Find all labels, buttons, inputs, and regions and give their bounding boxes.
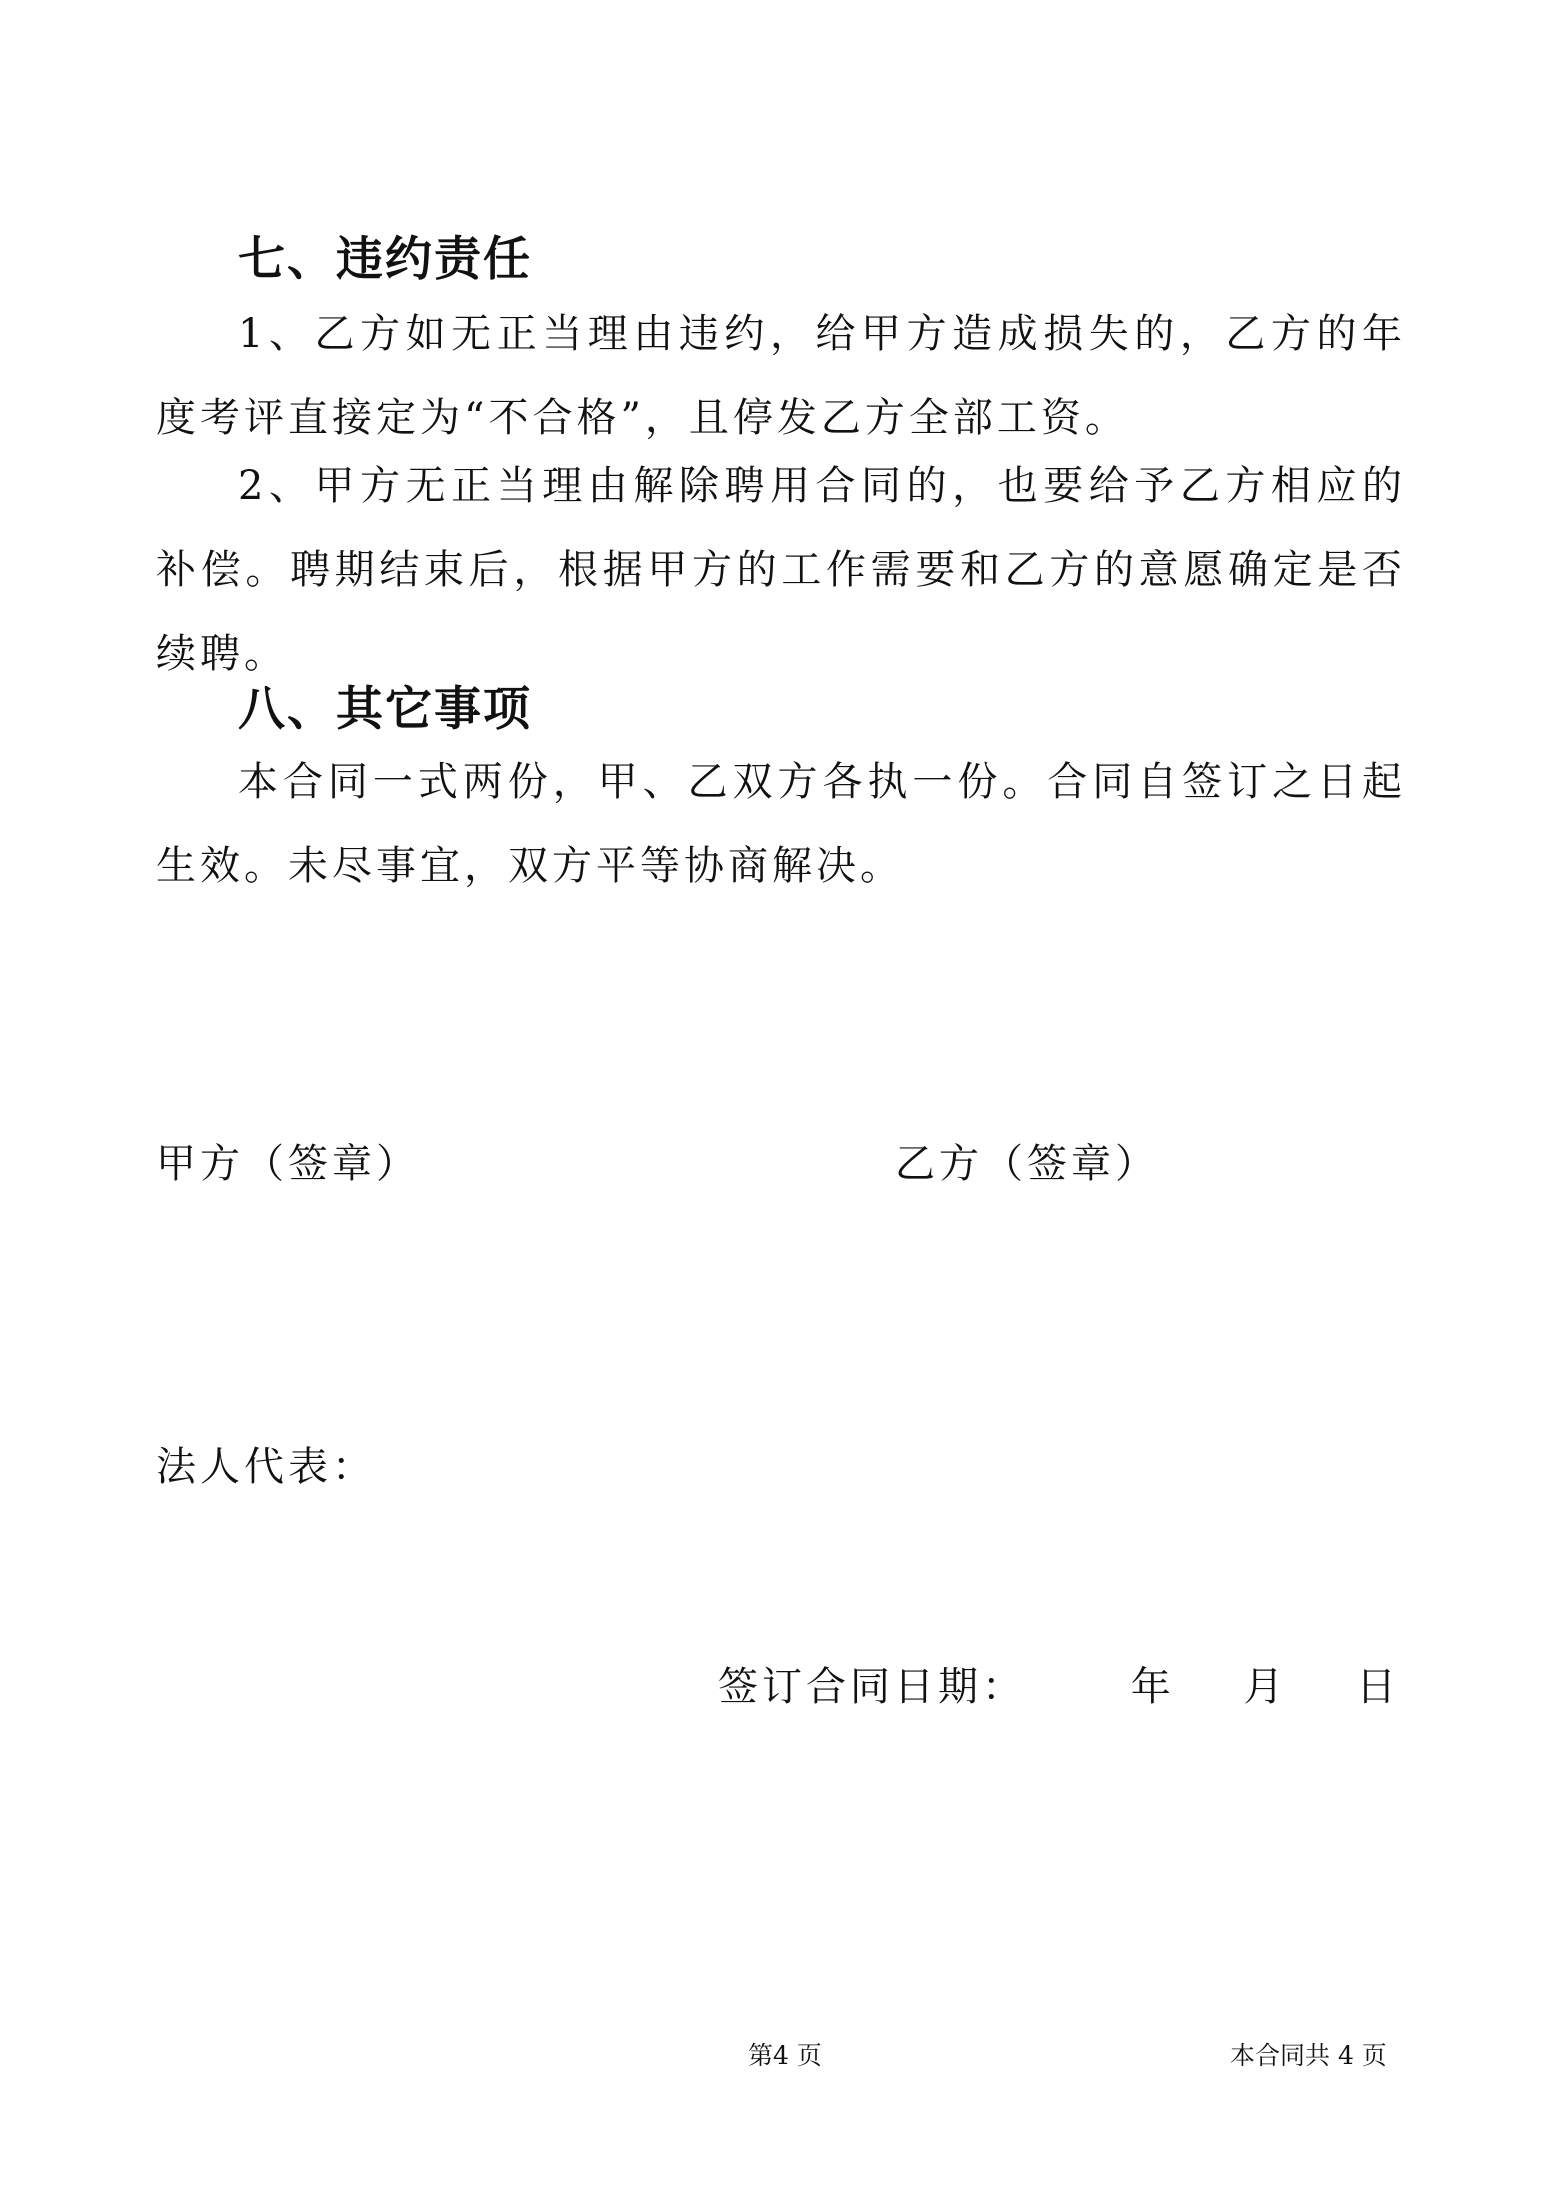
date-day-label: 日 (1356, 1664, 1401, 1710)
date-year-label: 年 (1130, 1664, 1175, 1710)
signing-date-line (718, 1655, 1400, 1712)
party-b-signature-label: 乙方（签章） (895, 1141, 1159, 1187)
footer-total-pages: 本合同共 4 页 (1230, 2041, 1387, 2070)
paragraph-other-1: 本合同一式两份，甲、乙双方各执一份。合同自签订之日起生效。未尽事宜，双方平等协商解决。 (156, 759, 1406, 889)
party-a-signature-label: 甲方（签章） (156, 1141, 420, 1187)
paragraph-breach-1: 1、乙方如无正当理由违约，给甲方造成损失的，乙方的年度考评直接定为“不合格”，且停发乙方全部工资。 (156, 311, 1406, 441)
footer-page-number: 第4 页 (748, 2041, 822, 2070)
legal-representative-label: 法人代表： (156, 1444, 376, 1490)
signing-date-label: 签订合同日期： (718, 1664, 1026, 1710)
section-heading-breach: 七、违约责任 (238, 232, 532, 287)
paragraph-breach-2: 2、甲方无正当理由解除聘用合同的，也要给予乙方相应的补偿。聘期结束后，根据甲方的工作需要和乙方的意愿确定是否续聘。 (156, 463, 1406, 677)
section-heading-other: 八、其它事项 (238, 682, 532, 737)
date-month-label: 月 (1243, 1664, 1288, 1710)
